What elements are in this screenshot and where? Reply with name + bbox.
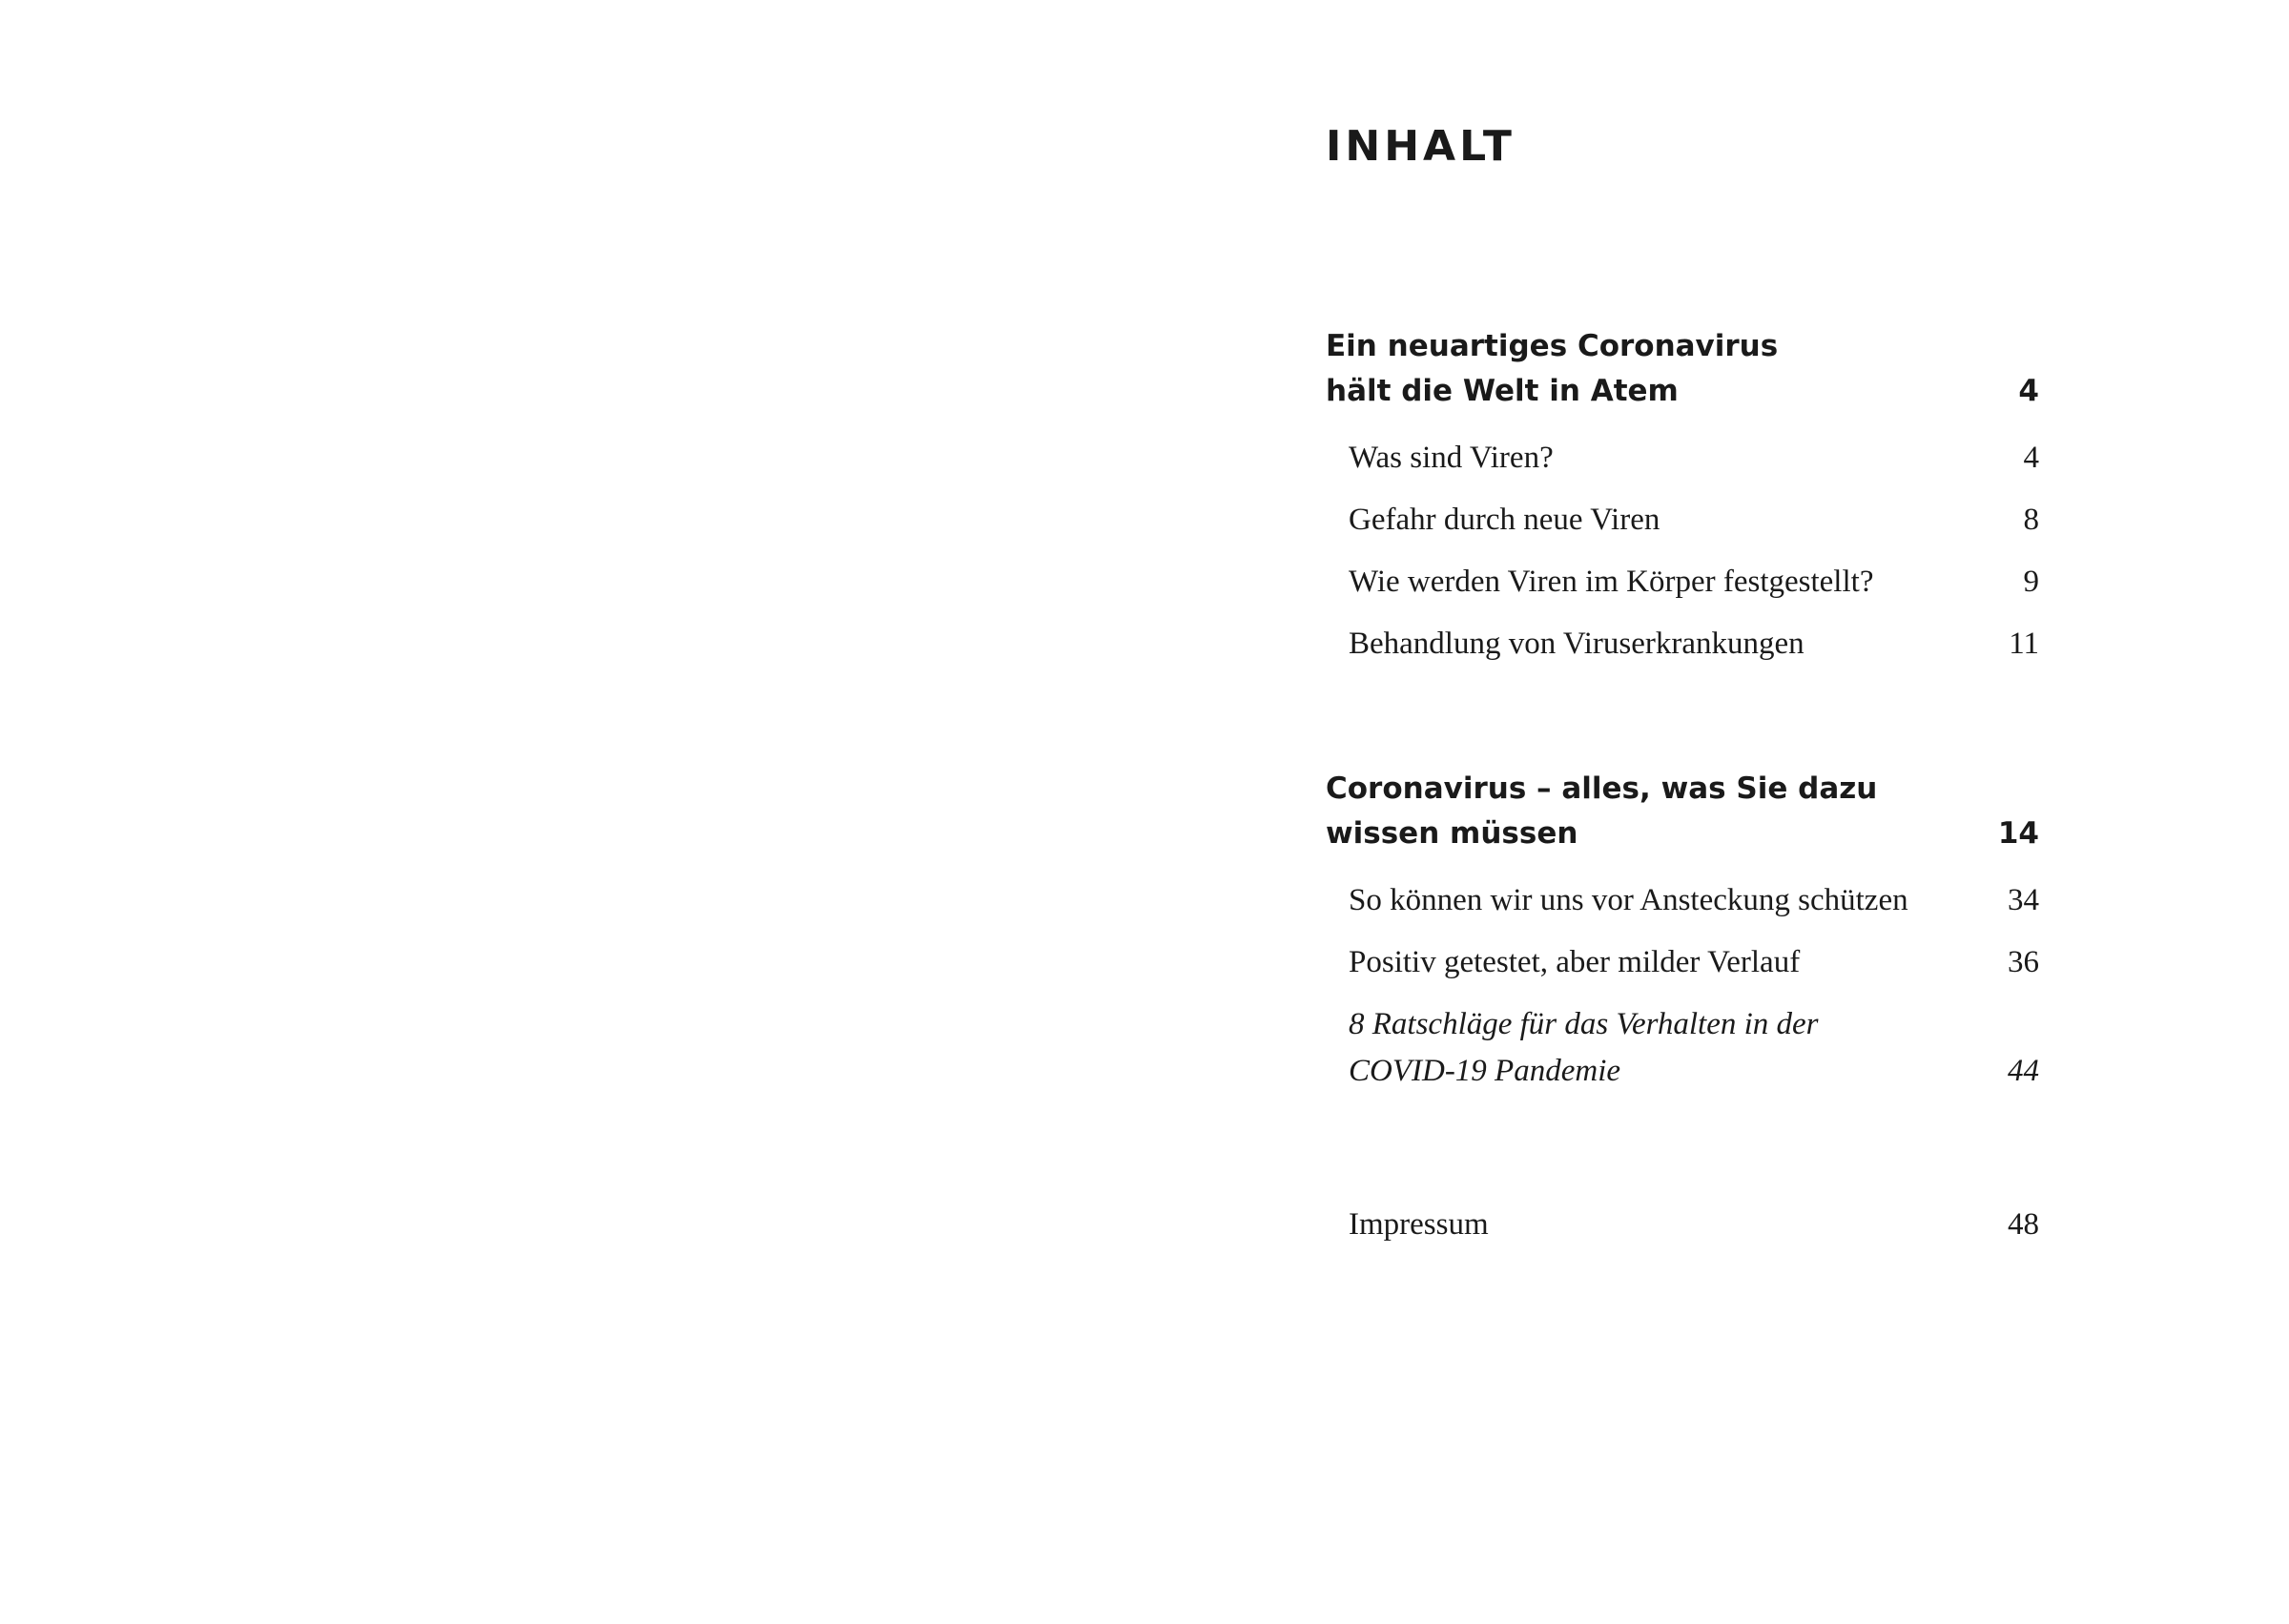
chapter-heading — [1326, 324, 2039, 414]
entry-page-number: 11 — [2009, 627, 2039, 661]
entry-page-number: 4 — [2023, 441, 2039, 475]
entry-page-number: 44 — [2008, 1054, 2039, 1088]
toc-entry — [1326, 1202, 2039, 1248]
toc-entry — [1326, 621, 2039, 668]
toc-section — [1326, 324, 2039, 683]
chapter-page-number: 4 — [2018, 374, 2039, 408]
toc-entry — [1326, 559, 2039, 606]
entry-page-number: 36 — [2008, 945, 2039, 979]
entry-title: Was sind Viren? — [1349, 441, 1554, 475]
entry-title: Wie werden Viren im Körper festgestellt? — [1349, 565, 1874, 599]
entry-title: Behandlung von Viruserkrankungen — [1349, 627, 1804, 661]
toc-section — [1326, 1202, 2039, 1264]
toc-entry — [1326, 435, 2039, 482]
entry-title: So können wir uns vor Ansteckung schützen — [1349, 883, 1908, 917]
entry-title: 8 Ratschläge für das Verhalten in der COVID-19 Pandemie — [1349, 1007, 1819, 1088]
table-of-contents — [1326, 0, 2039, 1624]
entry-list — [1326, 435, 2039, 668]
entry-title: Gefahr durch neue Viren — [1349, 503, 1660, 537]
entry-title: Positiv getestet, aber milder Verlauf — [1349, 945, 1801, 979]
toc-entry — [1326, 939, 2039, 986]
entry-page-number: 48 — [2008, 1207, 2039, 1242]
page-title: INHALT — [1326, 122, 1516, 171]
toc-entry — [1326, 877, 2039, 924]
chapter-title: Ein neuartiges Coronavirus hält die Welt in Atem — [1326, 329, 1779, 408]
entry-page-number: 9 — [2023, 565, 2039, 599]
entry-title: Impressum — [1349, 1207, 1489, 1242]
toc-entry — [1326, 497, 2039, 544]
chapter-page-number: 14 — [1997, 816, 2039, 851]
entry-page-number: 8 — [2023, 503, 2039, 537]
toc-entry — [1326, 1001, 2039, 1095]
chapter-heading — [1326, 767, 2039, 856]
entry-page-number: 34 — [2008, 883, 2039, 917]
entry-list — [1326, 877, 2039, 1095]
chapter-title: Coronavirus – alles, was Sie dazu wissen müssen — [1326, 771, 1878, 851]
toc-section — [1326, 767, 2039, 1110]
